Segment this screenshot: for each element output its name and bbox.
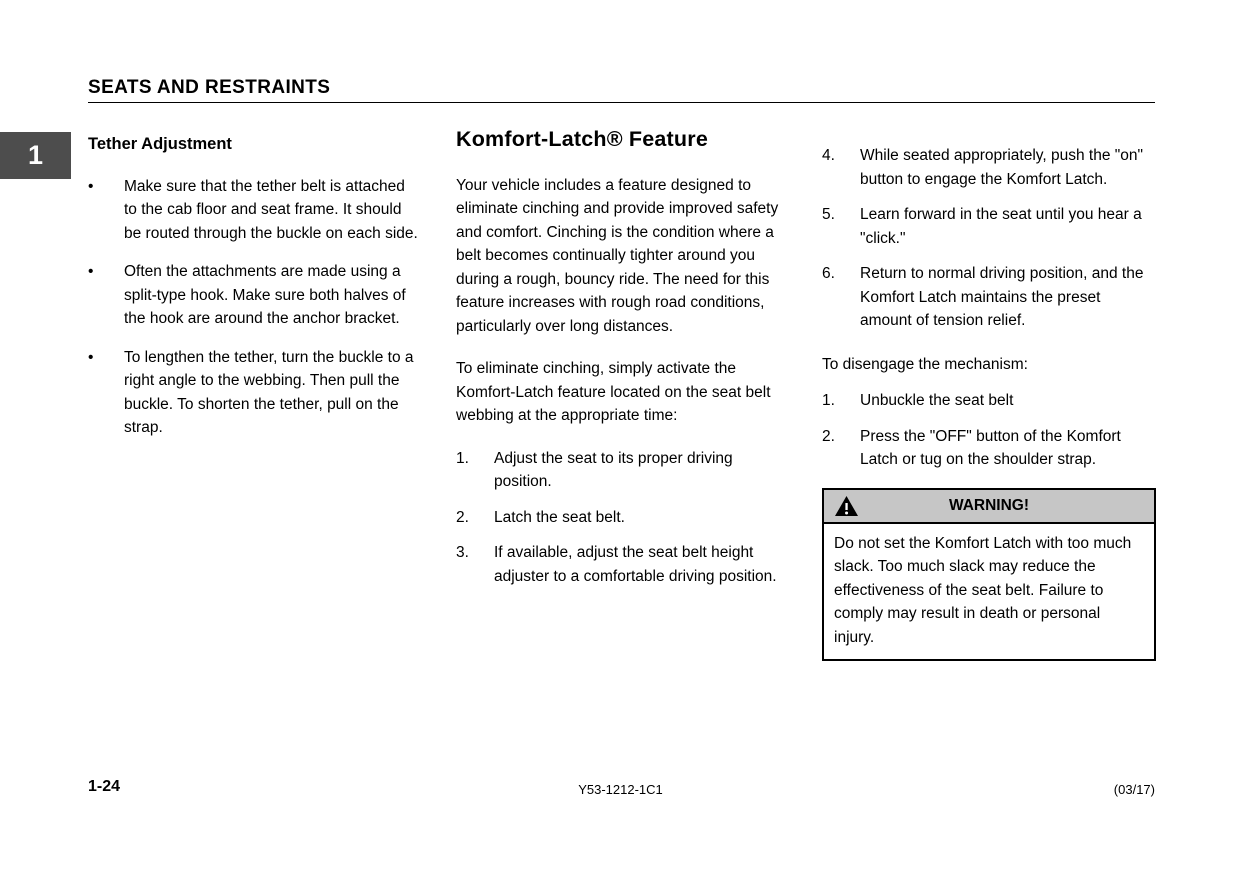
bullet-marker: •	[88, 177, 94, 195]
chapter-number: 1	[27, 140, 44, 170]
step-text: Latch the seat belt.	[494, 508, 625, 526]
step-text: Unbuckle the seat belt	[860, 392, 1014, 409]
numbered-step	[456, 541, 792, 588]
bullet-marker: •	[88, 263, 94, 280]
step-number: 2.	[822, 427, 835, 445]
warning-title: WARNING!	[948, 496, 1030, 514]
step-text: While seated appropriately, push the "on" button to engage the Komfort Latch.	[860, 147, 1143, 188]
page-title: SEATS AND RESTRAINTS	[88, 77, 331, 98]
step-number: 1.	[822, 392, 835, 409]
step-number: 4.	[822, 147, 835, 164]
column-tether-adjustment	[88, 133, 422, 455]
bullet-item	[88, 346, 422, 440]
warning-box	[822, 488, 1156, 662]
numbered-step	[822, 144, 1156, 191]
chapter-tab	[0, 132, 71, 179]
numbered-step	[822, 203, 1156, 250]
disengage-intro: To disengage the mechanism:	[822, 355, 1028, 373]
warning-body: Do not set the Komfort Latch with too much slack. Too much slack may reduce the effectiveness of the seat belt. Failure to comply may result in death or personal injury.	[834, 534, 1132, 646]
header-rule	[88, 102, 1155, 103]
section-heading: Tether Adjustment	[88, 135, 232, 153]
numbered-step	[822, 389, 1156, 413]
column-right	[822, 144, 1156, 661]
numbered-step	[822, 425, 1156, 472]
step-number: 6.	[822, 265, 835, 282]
bullet-item	[88, 260, 422, 331]
step-number: 1.	[456, 449, 469, 467]
column-komfort-latch	[456, 128, 792, 600]
numbered-step	[456, 506, 792, 530]
feature-heading: Komfort-Latch® Feature	[456, 127, 708, 151]
footer-revision: (03/17)	[1113, 782, 1155, 797]
footer-page-number: 1-24	[88, 778, 121, 795]
warning-header	[824, 490, 1154, 524]
step-text: Return to normal driving position, and the Komfort Latch maintains the preset amount of tension relief.	[860, 265, 1144, 329]
step-text: Learn forward in the seat until you hear a "click."	[860, 206, 1142, 247]
paragraph: Your vehicle includes a feature designed to eliminate cinching and provide improved safety and comfort. Cinching is the condition where a belt becomes continually tighter around you during a rough, bouncy ride. The need for this feature increases with rough road conditions, particularly over long distances.	[456, 176, 779, 335]
step-text: Press the "OFF" button of the Komfort Latch or tug on the shoulder strap.	[860, 427, 1121, 468]
step-number: 2.	[456, 508, 469, 526]
bullet-text: To lengthen the tether, turn the buckle to a right angle to the webbing. Then pull the buckle. To shorten the tether, pull on the strap.	[124, 348, 414, 436]
step-number: 3.	[456, 544, 469, 561]
step-text: If available, adjust the seat belt height adjuster to a comfortable driving position.	[494, 544, 777, 585]
bullet-text: Often the attachments are made using a split-type hook. Make sure both halves of the hook are around the anchor bracket.	[124, 263, 406, 327]
footer-doc-code: Y53-1212-1C1	[578, 782, 663, 797]
paragraph: To eliminate cinching, simply activate the Komfort-Latch feature located on the seat belt webbing at the appropriate time:	[456, 360, 771, 424]
bullet-marker: •	[88, 348, 94, 366]
step-text: Adjust the seat to its proper driving position.	[494, 449, 733, 490]
numbered-step	[456, 447, 792, 494]
step-number: 5.	[822, 206, 835, 223]
bullet-text: Make sure that the tether belt is attached to the cab floor and seat frame. It should be routed through the buckle on each side.	[124, 177, 418, 242]
bullet-item	[88, 175, 422, 246]
numbered-step	[822, 262, 1156, 333]
